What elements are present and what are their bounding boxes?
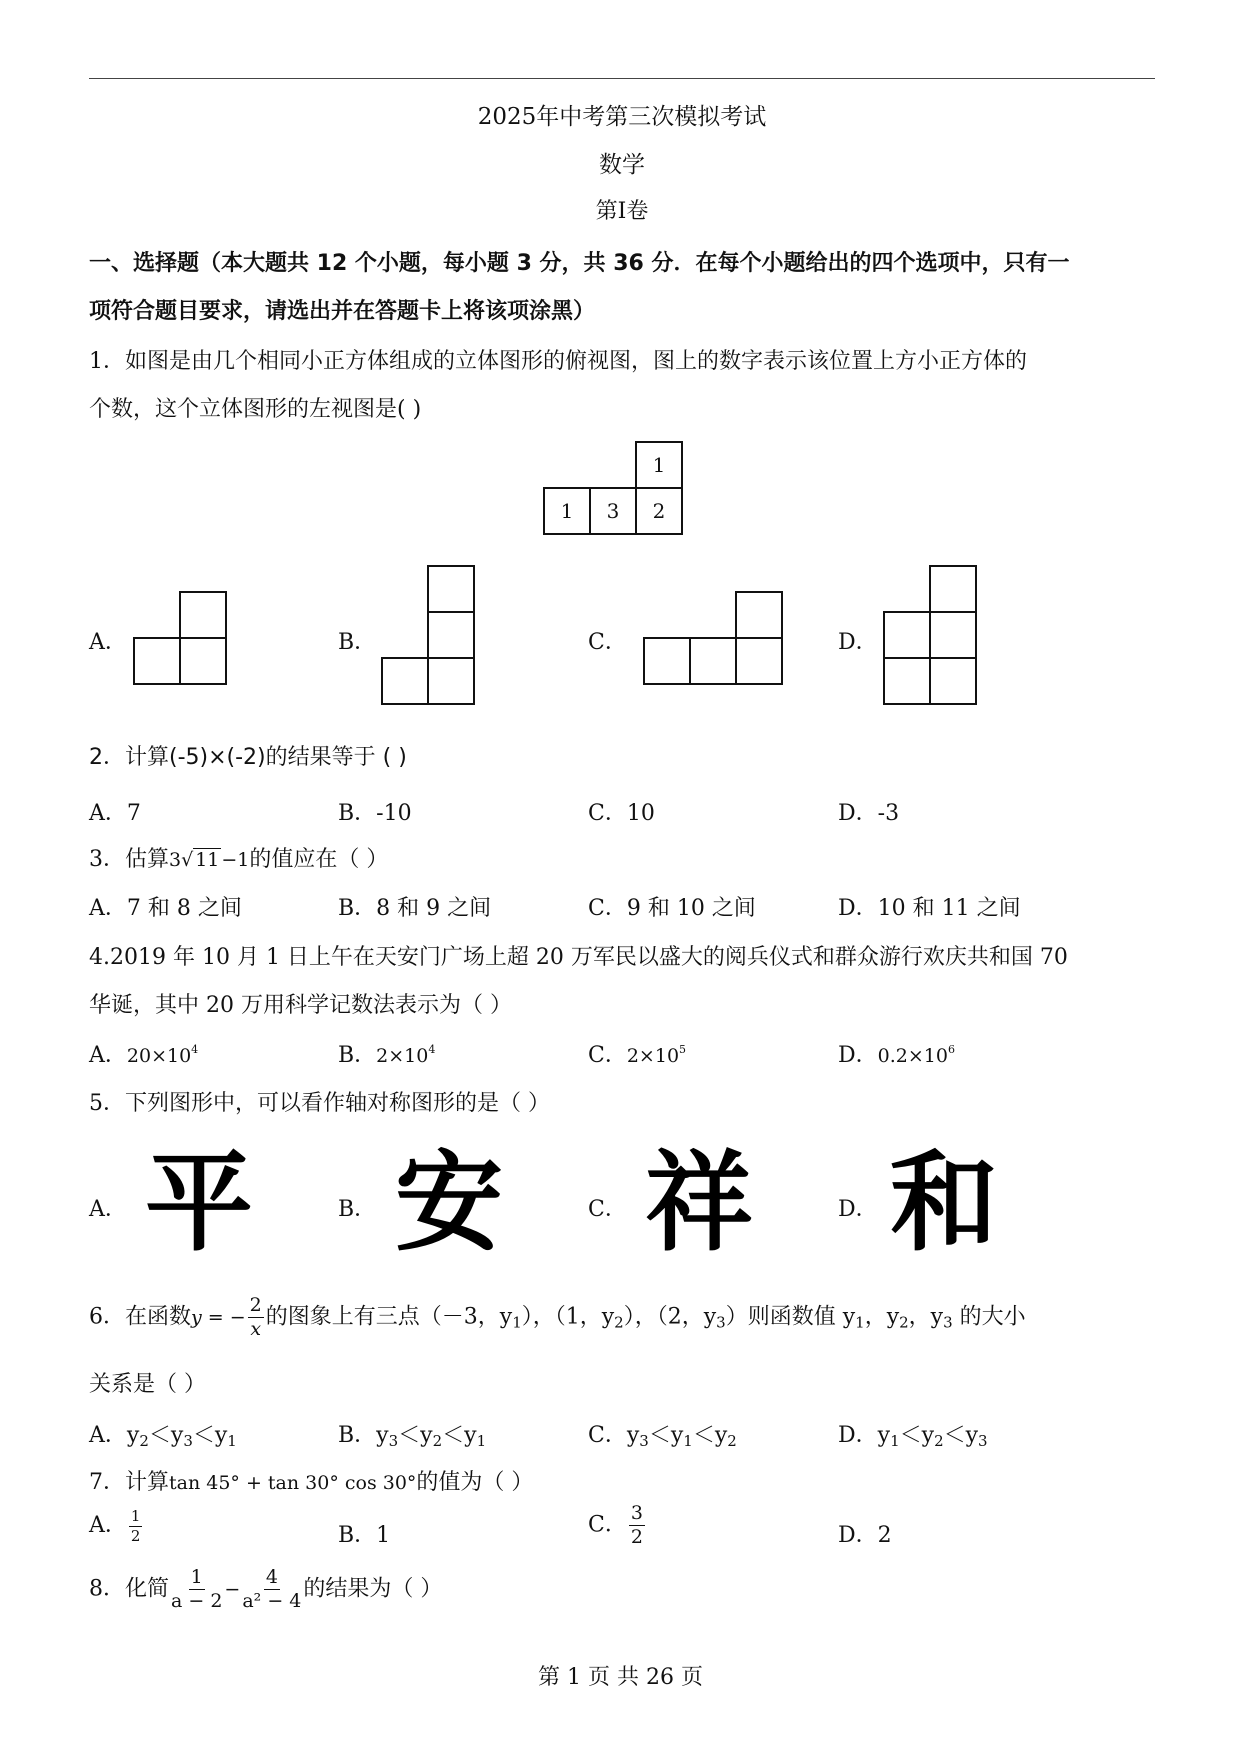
- q5-option-c-character[interactable]: 祥: [645, 1141, 754, 1266]
- q6-option-text: ＜y: [398, 1423, 433, 1448]
- q6-option-d[interactable]: [838, 1418, 988, 1450]
- q3-stem-suffix: 的值应在（ ）: [249, 847, 389, 872]
- q6-option-b[interactable]: [338, 1418, 486, 1450]
- fraction-numerator: 1: [130, 1506, 141, 1525]
- q6-option-text: ＜y: [943, 1423, 979, 1448]
- q4-option-a-base: 20×10: [126, 1045, 192, 1067]
- q6-subscript: 2: [432, 1432, 443, 1450]
- q7-option-b[interactable]: [338, 1518, 390, 1549]
- q6-subscript: 1: [683, 1432, 693, 1450]
- q6-option-text: ＜y: [899, 1423, 935, 1448]
- q7-option-a-label: A．: [89, 1513, 127, 1538]
- fraction-numerator: 1: [190, 1566, 203, 1588]
- q6-subscript: 1: [476, 1432, 487, 1450]
- q4-option-c-exponent: 5: [679, 1043, 687, 1056]
- q2-stem: 2．计算(-5)×(-2)的结果等于 ( ): [89, 745, 407, 770]
- q7-prefix: 7．计算: [89, 1470, 169, 1495]
- q2-option-b[interactable]: B．-10: [338, 801, 412, 826]
- q6-text: 的大小: [952, 1304, 1026, 1330]
- q3-stem-prefix: 3．估算: [89, 847, 169, 872]
- fraction-denominator: 2: [130, 1526, 141, 1545]
- q7-option-d[interactable]: [838, 1518, 892, 1549]
- q4-option-d-base: 0.2×10: [877, 1045, 948, 1067]
- fraction-numerator: 3: [630, 1502, 643, 1524]
- q6-option-c[interactable]: [588, 1418, 737, 1450]
- q6-option-text: ＜y: [192, 1423, 228, 1448]
- q3-math-tail: −1: [221, 849, 250, 871]
- q6-subscript: 2: [934, 1432, 944, 1450]
- q4-option-a[interactable]: [89, 1038, 198, 1069]
- q6-option-text: ＜y: [648, 1423, 684, 1448]
- q6-option-text: y: [126, 1423, 140, 1448]
- q2-option-c[interactable]: C．10: [588, 801, 655, 826]
- q6-text: ，y: [864, 1304, 900, 1330]
- q4-option-b-label: B．: [338, 1043, 377, 1068]
- q6-stem-line-1: [89, 1296, 1026, 1339]
- q1-option-c-figure[interactable]: [640, 590, 785, 690]
- q4-option-c-label: C．: [588, 1043, 627, 1068]
- q7-option-b-value: 1: [376, 1523, 391, 1548]
- q3-radicand: 11: [195, 849, 220, 871]
- q7-option-d-value: 2: [877, 1523, 892, 1548]
- q5-option-d-label[interactable]: D．: [838, 1197, 878, 1222]
- q6-stem-line-2: 关系是（ ）: [89, 1372, 206, 1397]
- q5-option-d-character[interactable]: 和: [890, 1141, 999, 1266]
- top-view-number: 1: [560, 499, 574, 523]
- q2-option-a[interactable]: A．7: [89, 801, 141, 826]
- q4-option-c[interactable]: [588, 1038, 686, 1069]
- q6-option-text: y: [376, 1423, 389, 1448]
- q6-text: ，y: [908, 1304, 944, 1330]
- q6-text: ），（2，y: [623, 1304, 717, 1330]
- q5-option-a-character[interactable]: 平: [145, 1141, 254, 1266]
- q5-option-b-character[interactable]: 安: [395, 1141, 504, 1266]
- q6-option-text: ＜y: [692, 1423, 728, 1448]
- q4-stem-line-2: 华诞，其中 20 万用科学记数法表示为（ ）: [89, 993, 512, 1018]
- q5-option-b-label[interactable]: B．: [338, 1197, 377, 1222]
- q1-option-b-label[interactable]: B．: [338, 630, 377, 655]
- q6-option-a-label: A．: [89, 1423, 127, 1448]
- q1-option-a-label[interactable]: A．: [89, 630, 127, 655]
- q4-option-a-label: A．: [89, 1043, 127, 1068]
- q7-suffix: 的值为（ ）: [416, 1470, 534, 1495]
- q8-stem: [89, 1568, 442, 1611]
- q8-fraction-2: [242, 1568, 301, 1611]
- q1-top-view-figure: [540, 440, 685, 540]
- q6-option-d-label: D．: [838, 1423, 878, 1448]
- q8-suffix: 的结果为（ ）: [303, 1576, 443, 1602]
- fraction-numerator: 4: [265, 1566, 278, 1588]
- q6-subscript: 2: [899, 1313, 909, 1332]
- q6-subscript: 2: [727, 1432, 737, 1450]
- q6-subscript: 3: [639, 1432, 649, 1450]
- fraction-denominator: a² − 4: [242, 1590, 302, 1612]
- q6-subscript: 3: [716, 1313, 726, 1332]
- q4-option-d-label: D．: [838, 1043, 878, 1068]
- q1-stem-line-1: 1．如图是由几个相同小正方体组成的立体图形的俯视图，图上的数字表示该位置上方小正方体的: [89, 349, 1028, 374]
- q6-subscript: 2: [139, 1432, 149, 1450]
- q1-option-a-figure[interactable]: [130, 590, 230, 690]
- q4-option-d[interactable]: [838, 1038, 955, 1069]
- q6-option-text: ＜y: [442, 1423, 477, 1448]
- q3-option-a[interactable]: A．7 和 8 之间: [89, 896, 242, 921]
- header-rule: [89, 78, 1155, 79]
- top-view-number: 2: [652, 499, 666, 523]
- exam-subject: 数学: [599, 152, 645, 178]
- q7-option-c-label: C．: [588, 1512, 627, 1538]
- q1-option-c-label[interactable]: C．: [588, 630, 627, 655]
- q3-option-c[interactable]: C．9 和 10 之间: [588, 896, 756, 921]
- q1-option-d-label[interactable]: D．: [838, 630, 878, 655]
- q8-minus: −: [224, 1578, 241, 1601]
- q6-option-text: y: [626, 1423, 640, 1448]
- q3-stem: [89, 842, 388, 873]
- q4-stem-line-1: 4.2019 年 10 月 1 日上午在天安门广场上超 20 万军民以盛大的阅兵仪式和群众游行欢庆共和国 70: [89, 945, 1068, 970]
- q1-option-d-figure[interactable]: [880, 564, 980, 709]
- q6-option-b-label: B．: [338, 1423, 377, 1448]
- section-heading-line-1: 一、选择题（本大题共 12 个小题，每小题 3 分，共 36 分．在每个小题给出的四个选项中，只有一: [89, 251, 1070, 276]
- q4-option-c-base: 2×10: [626, 1045, 680, 1067]
- q7-expression: tan 45° + tan 30° cos 30°: [169, 1472, 417, 1494]
- q6-prefix: 6．在函数: [89, 1304, 191, 1330]
- q4-option-b[interactable]: [338, 1038, 435, 1069]
- q6-fraction-numerator: 2: [249, 1294, 262, 1316]
- q7-option-d-label: D．: [838, 1523, 878, 1548]
- q6-subscript: 1: [890, 1432, 900, 1450]
- page-footer: 第 1 页 共 26 页: [538, 1665, 703, 1690]
- exam-volume: 第Ⅰ卷: [595, 199, 649, 224]
- q6-option-text: ＜y: [148, 1423, 184, 1448]
- q6-subscript: 3: [978, 1432, 988, 1450]
- q6-option-a[interactable]: [89, 1418, 237, 1450]
- q6-subscript: 1: [227, 1432, 237, 1450]
- q4-option-b-exponent: 4: [428, 1043, 436, 1056]
- q4-option-b-base: 2×10: [376, 1045, 429, 1067]
- q6-fraction-denominator: x: [250, 1318, 262, 1340]
- q6-text: ），（1，y: [521, 1304, 615, 1330]
- q7-stem: [89, 1465, 533, 1496]
- top-view-number: 3: [606, 499, 620, 523]
- q8-fraction-1: [171, 1568, 222, 1611]
- q6-text: 的图象上有三点（－3，y: [265, 1304, 513, 1330]
- q1-stem-line-2: 个数，这个立体图形的左视图是( ): [89, 397, 422, 422]
- q1-option-b-figure[interactable]: [378, 564, 478, 709]
- q6-subscript: 3: [388, 1432, 399, 1450]
- q8-prefix: 8．化简: [89, 1576, 169, 1602]
- q2-option-d[interactable]: D．-3: [838, 801, 900, 826]
- q3-math-coefficient: 3: [169, 849, 182, 871]
- q5-option-c-label[interactable]: C．: [588, 1197, 627, 1222]
- q5-stem: 5．下列图形中，可以看作轴对称图形的是（ ）: [89, 1091, 550, 1116]
- q7-option-a[interactable]: [89, 1508, 144, 1544]
- q6-function-lhs: y = −: [191, 1306, 246, 1329]
- q7-option-a-fraction: [129, 1506, 143, 1545]
- q6-subscript: 3: [183, 1432, 193, 1450]
- fraction-denominator: a − 2: [171, 1590, 223, 1612]
- q6-subscript: 1: [512, 1313, 522, 1332]
- q7-option-b-label: B．: [338, 1523, 377, 1548]
- q6-subscript: 3: [943, 1313, 953, 1332]
- q4-option-a-exponent: 4: [191, 1043, 199, 1056]
- q6-option-c-label: C．: [588, 1423, 627, 1448]
- section-heading-line-2: 项符合题目要求，请选出并在答题卡上将该项涂黑）: [89, 299, 596, 324]
- q6-subscript: 2: [614, 1313, 624, 1332]
- q5-option-a-label[interactable]: A．: [89, 1197, 127, 1222]
- q7-option-c[interactable]: [588, 1504, 647, 1547]
- exam-title: 2025年中考第三次模拟考试: [477, 104, 767, 130]
- q3-option-d[interactable]: D．10 和 11 之间: [838, 896, 1021, 921]
- q7-option-c-fraction: [629, 1504, 645, 1547]
- q6-function-fraction: [248, 1296, 264, 1339]
- q3-radical-sign: √: [181, 849, 194, 871]
- q3-option-b[interactable]: B．8 和 9 之间: [338, 896, 492, 921]
- top-view-number: 1: [652, 453, 666, 477]
- q6-text: ）则函数值 y: [725, 1304, 856, 1330]
- q6-subscript: 1: [855, 1313, 865, 1332]
- q4-option-d-exponent: 6: [947, 1043, 955, 1056]
- fraction-denominator: 2: [630, 1526, 643, 1548]
- q6-option-text: y: [877, 1423, 891, 1448]
